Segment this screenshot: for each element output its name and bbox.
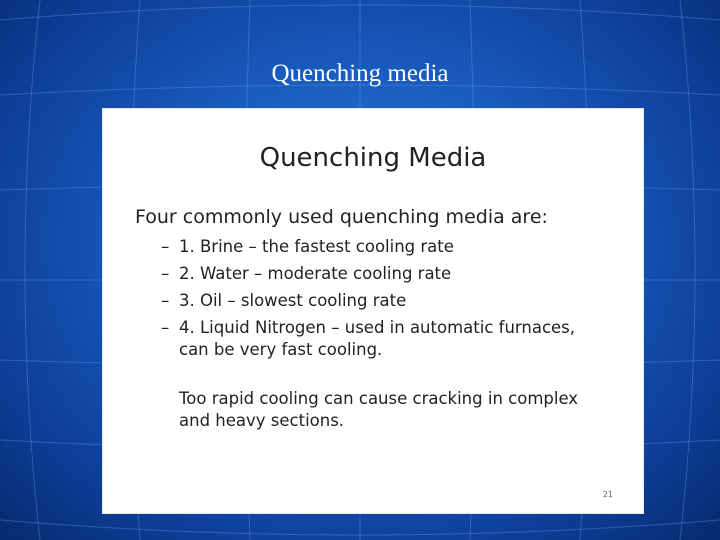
list-item: [161, 236, 599, 258]
list-item-text: 4. Liquid Nitrogen – used in automatic furnaces, can be very fast cooling.: [179, 318, 576, 359]
lead-text: Four commonly used quenching media are:: [135, 206, 548, 228]
note-text: Too rapid cooling can cause cracking in complex and heavy sections.: [179, 389, 579, 430]
list-item-text: 2. Water – moderate cooling rate: [179, 264, 452, 283]
list-item: [161, 263, 599, 285]
page-number: 21: [602, 490, 613, 499]
list-dash: –: [161, 237, 170, 256]
list-item-text: 1. Brine – the fastest cooling rate: [179, 237, 454, 256]
quenching-media-list: [161, 236, 599, 366]
list-dash: –: [161, 318, 170, 337]
slide-title: Quenching media: [271, 60, 449, 87]
list-dash: –: [161, 291, 170, 310]
slide-image-panel: [102, 108, 644, 514]
list-dash: –: [161, 264, 170, 283]
list-item: [161, 290, 599, 312]
panel-title: Quenching Media: [259, 143, 487, 173]
list-item-text: 3. Oil – slowest cooling rate: [179, 291, 407, 310]
list-item: [161, 317, 599, 361]
